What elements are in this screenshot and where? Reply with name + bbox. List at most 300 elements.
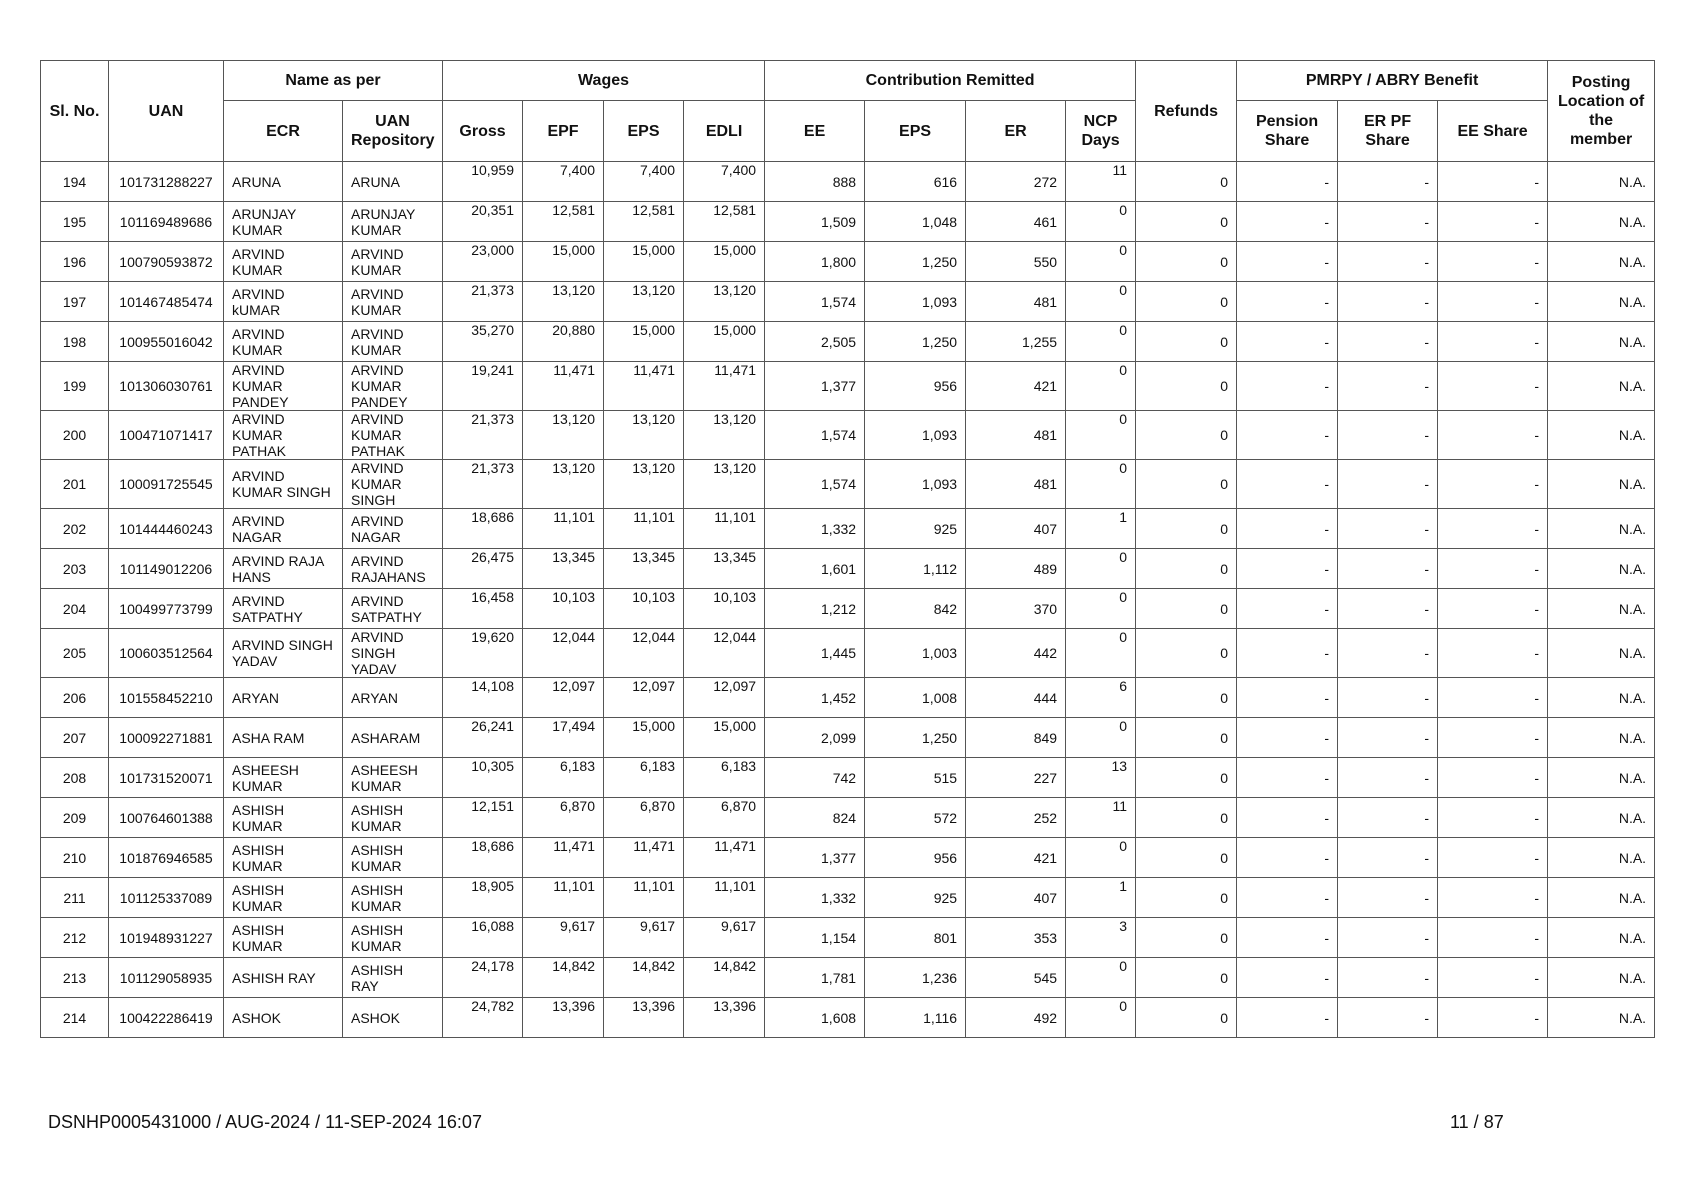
cell-eps: 13,120 xyxy=(604,460,684,509)
cell-ecr-name: ARVIND KUMAR PANDEY xyxy=(224,362,343,411)
cell-gross: 20,351 xyxy=(443,202,523,242)
cell-ncp-days: 0 xyxy=(1066,718,1136,758)
table-header xyxy=(41,61,1655,162)
table-row xyxy=(41,460,1655,509)
cell-eps-contribution: 1,093 xyxy=(865,460,966,509)
cell-posting-location: N.A. xyxy=(1548,322,1655,362)
table-row xyxy=(41,878,1655,918)
cell-ee-share: - xyxy=(1438,411,1548,460)
table-row xyxy=(41,998,1655,1038)
cell-gross: 21,373 xyxy=(443,282,523,322)
cell-gross: 21,373 xyxy=(443,411,523,460)
cell-epf: 11,101 xyxy=(523,878,604,918)
cell-uan-repository-name: ASHARAM xyxy=(343,718,443,758)
cell-uan-repository-name: ASHISH RAY xyxy=(343,958,443,998)
cell-pension-share: - xyxy=(1237,589,1338,629)
table-row xyxy=(41,282,1655,322)
cell-er: 545 xyxy=(966,958,1066,998)
col-edli: EDLI xyxy=(684,101,765,162)
cell-sl-no: 208 xyxy=(41,758,109,798)
cell-ee-share: - xyxy=(1438,549,1548,589)
cell-sl-no: 200 xyxy=(41,411,109,460)
cell-gross: 18,686 xyxy=(443,509,523,549)
col-eps: EPS xyxy=(604,101,684,162)
cell-uan: 101444460243 xyxy=(109,509,224,549)
cell-eps: 11,101 xyxy=(604,878,684,918)
cell-ee: 1,608 xyxy=(765,998,865,1038)
cell-ee-share: - xyxy=(1438,162,1548,202)
cell-eps-contribution: 1,116 xyxy=(865,998,966,1038)
cell-ncp-days: 0 xyxy=(1066,202,1136,242)
cell-eps: 15,000 xyxy=(604,718,684,758)
cell-uan-repository-name: ARUNJAY KUMAR xyxy=(343,202,443,242)
cell-posting-location: N.A. xyxy=(1548,411,1655,460)
cell-refunds: 0 xyxy=(1136,838,1237,878)
cell-eps-contribution: 1,112 xyxy=(865,549,966,589)
cell-er-pf-share: - xyxy=(1338,549,1438,589)
cell-er: 444 xyxy=(966,678,1066,718)
cell-pension-share: - xyxy=(1237,798,1338,838)
cell-eps-contribution: 572 xyxy=(865,798,966,838)
cell-eps-contribution: 1,250 xyxy=(865,322,966,362)
cell-eps-contribution: 956 xyxy=(865,838,966,878)
cell-sl-no: 210 xyxy=(41,838,109,878)
cell-eps: 13,396 xyxy=(604,998,684,1038)
cell-eps-contribution: 1,250 xyxy=(865,242,966,282)
table-row xyxy=(41,958,1655,998)
cell-uan: 100092271881 xyxy=(109,718,224,758)
cell-sl-no: 203 xyxy=(41,549,109,589)
cell-edli: 12,044 xyxy=(684,629,765,678)
cell-ee-share: - xyxy=(1438,998,1548,1038)
cell-ee: 824 xyxy=(765,798,865,838)
cell-ee-share: - xyxy=(1438,878,1548,918)
cell-ee-share: - xyxy=(1438,509,1548,549)
col-posting-location: Posting Location of the member xyxy=(1548,61,1655,162)
cell-pension-share: - xyxy=(1237,322,1338,362)
cell-ncp-days: 1 xyxy=(1066,509,1136,549)
cell-eps-contribution: 956 xyxy=(865,362,966,411)
cell-ecr-name: ARYAN xyxy=(224,678,343,718)
cell-uan-repository-name: ARVIND KUMAR PATHAK xyxy=(343,411,443,460)
cell-eps-contribution: 925 xyxy=(865,878,966,918)
cell-er-pf-share: - xyxy=(1338,798,1438,838)
cell-edli: 11,101 xyxy=(684,878,765,918)
cell-er: 1,255 xyxy=(966,322,1066,362)
cell-er-pf-share: - xyxy=(1338,878,1438,918)
cell-ee: 742 xyxy=(765,758,865,798)
cell-ecr-name: ARVIND NAGAR xyxy=(224,509,343,549)
group-wages: Wages xyxy=(443,61,765,101)
cell-uan: 101169489686 xyxy=(109,202,224,242)
cell-posting-location: N.A. xyxy=(1548,282,1655,322)
cell-uan: 101558452210 xyxy=(109,678,224,718)
cell-ee-share: - xyxy=(1438,958,1548,998)
cell-eps: 15,000 xyxy=(604,242,684,282)
col-ncp-days: NCP Days xyxy=(1066,101,1136,162)
cell-edli: 7,400 xyxy=(684,162,765,202)
cell-eps: 12,044 xyxy=(604,629,684,678)
cell-ee: 888 xyxy=(765,162,865,202)
cell-uan-repository-name: ARVIND NAGAR xyxy=(343,509,443,549)
cell-eps-contribution: 842 xyxy=(865,589,966,629)
cell-epf: 13,120 xyxy=(523,411,604,460)
cell-epf: 7,400 xyxy=(523,162,604,202)
cell-gross: 18,686 xyxy=(443,838,523,878)
cell-refunds: 0 xyxy=(1136,460,1237,509)
cell-epf: 13,396 xyxy=(523,998,604,1038)
cell-posting-location: N.A. xyxy=(1548,242,1655,282)
cell-ncp-days: 0 xyxy=(1066,282,1136,322)
cell-er: 481 xyxy=(966,460,1066,509)
cell-edli: 13,396 xyxy=(684,998,765,1038)
cell-ee-share: - xyxy=(1438,918,1548,958)
cell-refunds: 0 xyxy=(1136,718,1237,758)
cell-posting-location: N.A. xyxy=(1548,838,1655,878)
cell-er-pf-share: - xyxy=(1338,718,1438,758)
cell-er: 370 xyxy=(966,589,1066,629)
cell-er-pf-share: - xyxy=(1338,411,1438,460)
cell-er-pf-share: - xyxy=(1338,460,1438,509)
cell-epf: 10,103 xyxy=(523,589,604,629)
cell-sl-no: 197 xyxy=(41,282,109,322)
cell-er-pf-share: - xyxy=(1338,282,1438,322)
cell-er-pf-share: - xyxy=(1338,998,1438,1038)
cell-gross: 10,305 xyxy=(443,758,523,798)
cell-edli: 6,183 xyxy=(684,758,765,798)
col-uan-repository: UAN Repository xyxy=(343,101,443,162)
cell-refunds: 0 xyxy=(1136,958,1237,998)
cell-ee: 1,574 xyxy=(765,282,865,322)
cell-er: 353 xyxy=(966,918,1066,958)
cell-pension-share: - xyxy=(1237,998,1338,1038)
cell-uan-repository-name: ASHISH KUMAR xyxy=(343,878,443,918)
cell-edli: 13,120 xyxy=(684,411,765,460)
cell-edli: 15,000 xyxy=(684,718,765,758)
cell-ee-share: - xyxy=(1438,589,1548,629)
cell-uan: 101876946585 xyxy=(109,838,224,878)
cell-epf: 20,880 xyxy=(523,322,604,362)
cell-ncp-days: 0 xyxy=(1066,411,1136,460)
cell-er: 489 xyxy=(966,549,1066,589)
cell-uan-repository-name: ARVIND KUMAR xyxy=(343,282,443,322)
cell-ecr-name: ARVIND KUMAR xyxy=(224,242,343,282)
cell-uan-repository-name: ARVIND RAJAHANS xyxy=(343,549,443,589)
cell-refunds: 0 xyxy=(1136,629,1237,678)
cell-ecr-name: ARVIND RAJA HANS xyxy=(224,549,343,589)
cell-er-pf-share: - xyxy=(1338,918,1438,958)
cell-posting-location: N.A. xyxy=(1548,918,1655,958)
cell-ee: 1,154 xyxy=(765,918,865,958)
cell-gross: 26,475 xyxy=(443,549,523,589)
cell-refunds: 0 xyxy=(1136,162,1237,202)
cell-gross: 19,241 xyxy=(443,362,523,411)
cell-posting-location: N.A. xyxy=(1548,878,1655,918)
cell-ee-share: - xyxy=(1438,242,1548,282)
cell-eps: 15,000 xyxy=(604,322,684,362)
cell-ee: 1,509 xyxy=(765,202,865,242)
cell-eps: 11,471 xyxy=(604,362,684,411)
cell-epf: 14,842 xyxy=(523,958,604,998)
cell-edli: 11,471 xyxy=(684,838,765,878)
cell-eps-contribution: 1,236 xyxy=(865,958,966,998)
cell-epf: 13,120 xyxy=(523,282,604,322)
cell-eps: 7,400 xyxy=(604,162,684,202)
cell-sl-no: 211 xyxy=(41,878,109,918)
cell-er: 461 xyxy=(966,202,1066,242)
cell-sl-no: 207 xyxy=(41,718,109,758)
cell-er: 421 xyxy=(966,838,1066,878)
col-gross: Gross xyxy=(443,101,523,162)
table-row xyxy=(41,362,1655,411)
cell-er-pf-share: - xyxy=(1338,509,1438,549)
cell-epf: 13,345 xyxy=(523,549,604,589)
cell-uan-repository-name: ARVIND KUMAR SINGH xyxy=(343,460,443,509)
table-row xyxy=(41,718,1655,758)
cell-eps: 12,097 xyxy=(604,678,684,718)
cell-ecr-name: ASHISH KUMAR xyxy=(224,918,343,958)
cell-eps: 6,870 xyxy=(604,798,684,838)
cell-ee: 1,601 xyxy=(765,549,865,589)
cell-er-pf-share: - xyxy=(1338,758,1438,798)
cell-ecr-name: ARVIND KUMAR xyxy=(224,322,343,362)
cell-ee: 1,377 xyxy=(765,362,865,411)
cell-er-pf-share: - xyxy=(1338,242,1438,282)
cell-uan: 101731520071 xyxy=(109,758,224,798)
cell-eps-contribution: 801 xyxy=(865,918,966,958)
cell-refunds: 0 xyxy=(1136,678,1237,718)
cell-uan: 101129058935 xyxy=(109,958,224,998)
cell-gross: 26,241 xyxy=(443,718,523,758)
cell-uan: 100764601388 xyxy=(109,798,224,838)
cell-er: 407 xyxy=(966,878,1066,918)
col-epf: EPF xyxy=(523,101,604,162)
cell-posting-location: N.A. xyxy=(1548,798,1655,838)
cell-uan-repository-name: ARVIND KUMAR PANDEY xyxy=(343,362,443,411)
cell-uan-repository-name: ASHISH KUMAR xyxy=(343,798,443,838)
cell-sl-no: 212 xyxy=(41,918,109,958)
cell-ee-share: - xyxy=(1438,362,1548,411)
cell-ecr-name: ARVIND SINGH YADAV xyxy=(224,629,343,678)
cell-ee: 1,445 xyxy=(765,629,865,678)
cell-eps-contribution: 1,003 xyxy=(865,629,966,678)
col-refunds: Refunds xyxy=(1136,61,1237,162)
cell-gross: 18,905 xyxy=(443,878,523,918)
cell-uan: 100422286419 xyxy=(109,998,224,1038)
cell-ee: 1,212 xyxy=(765,589,865,629)
cell-gross: 16,088 xyxy=(443,918,523,958)
cell-er: 421 xyxy=(966,362,1066,411)
cell-pension-share: - xyxy=(1237,549,1338,589)
cell-posting-location: N.A. xyxy=(1548,202,1655,242)
col-ecr: ECR xyxy=(224,101,343,162)
cell-er-pf-share: - xyxy=(1338,322,1438,362)
cell-pension-share: - xyxy=(1237,758,1338,798)
cell-edli: 12,581 xyxy=(684,202,765,242)
cell-ecr-name: ASHISH KUMAR xyxy=(224,838,343,878)
cell-pension-share: - xyxy=(1237,362,1338,411)
cell-gross: 21,373 xyxy=(443,460,523,509)
cell-er: 442 xyxy=(966,629,1066,678)
cell-er: 550 xyxy=(966,242,1066,282)
cell-edli: 10,103 xyxy=(684,589,765,629)
cell-ee-share: - xyxy=(1438,718,1548,758)
group-benefit: PMRPY / ABRY Benefit xyxy=(1237,61,1548,101)
col-ee-share: EE Share xyxy=(1438,101,1548,162)
cell-sl-no: 198 xyxy=(41,322,109,362)
cell-ncp-days: 0 xyxy=(1066,242,1136,282)
cell-eps-contribution: 1,250 xyxy=(865,718,966,758)
cell-ee: 1,800 xyxy=(765,242,865,282)
cell-ecr-name: ARVIND KUMAR SINGH xyxy=(224,460,343,509)
cell-ee: 2,099 xyxy=(765,718,865,758)
cell-epf: 13,120 xyxy=(523,460,604,509)
cell-pension-share: - xyxy=(1237,878,1338,918)
cell-er: 252 xyxy=(966,798,1066,838)
cell-uan: 100091725545 xyxy=(109,460,224,509)
cell-pension-share: - xyxy=(1237,162,1338,202)
cell-gross: 24,178 xyxy=(443,958,523,998)
cell-uan: 100603512564 xyxy=(109,629,224,678)
cell-edli: 11,471 xyxy=(684,362,765,411)
col-eps-contribution: EPS xyxy=(865,101,966,162)
cell-edli: 11,101 xyxy=(684,509,765,549)
cell-ee-share: - xyxy=(1438,202,1548,242)
cell-posting-location: N.A. xyxy=(1548,958,1655,998)
cell-ncp-days: 6 xyxy=(1066,678,1136,718)
cell-posting-location: N.A. xyxy=(1548,589,1655,629)
cell-sl-no: 205 xyxy=(41,629,109,678)
cell-ecr-name: ASHEESH KUMAR xyxy=(224,758,343,798)
cell-ee: 1,332 xyxy=(765,878,865,918)
cell-pension-share: - xyxy=(1237,242,1338,282)
cell-epf: 12,044 xyxy=(523,629,604,678)
cell-sl-no: 199 xyxy=(41,362,109,411)
cell-sl-no: 195 xyxy=(41,202,109,242)
cell-edli: 13,120 xyxy=(684,460,765,509)
cell-eps: 11,101 xyxy=(604,509,684,549)
cell-refunds: 0 xyxy=(1136,411,1237,460)
cell-uan: 100955016042 xyxy=(109,322,224,362)
cell-pension-share: - xyxy=(1237,460,1338,509)
page-number: 11 / 87 xyxy=(1450,1112,1504,1132)
table-row xyxy=(41,629,1655,678)
table-row xyxy=(41,242,1655,282)
cell-ecr-name: ASHOK xyxy=(224,998,343,1038)
cell-er: 481 xyxy=(966,411,1066,460)
cell-er-pf-share: - xyxy=(1338,678,1438,718)
cell-ncp-days: 13 xyxy=(1066,758,1136,798)
cell-pension-share: - xyxy=(1237,838,1338,878)
cell-posting-location: N.A. xyxy=(1548,758,1655,798)
cell-er-pf-share: - xyxy=(1338,958,1438,998)
cell-gross: 35,270 xyxy=(443,322,523,362)
cell-sl-no: 202 xyxy=(41,509,109,549)
col-sl-no: Sl. No. xyxy=(41,61,109,162)
cell-uan-repository-name: ARYAN xyxy=(343,678,443,718)
group-contribution-remitted: Contribution Remitted xyxy=(765,61,1136,101)
cell-ee: 1,332 xyxy=(765,509,865,549)
cell-er: 481 xyxy=(966,282,1066,322)
cell-sl-no: 214 xyxy=(41,998,109,1038)
cell-gross: 24,782 xyxy=(443,998,523,1038)
cell-pension-share: - xyxy=(1237,958,1338,998)
cell-pension-share: - xyxy=(1237,918,1338,958)
col-er: ER xyxy=(966,101,1066,162)
cell-ncp-days: 0 xyxy=(1066,322,1136,362)
cell-uan: 101149012206 xyxy=(109,549,224,589)
cell-ee-share: - xyxy=(1438,758,1548,798)
cell-uan-repository-name: ARVIND SATPATHY xyxy=(343,589,443,629)
cell-gross: 14,108 xyxy=(443,678,523,718)
cell-uan: 101125337089 xyxy=(109,878,224,918)
cell-ncp-days: 1 xyxy=(1066,878,1136,918)
cell-edli: 15,000 xyxy=(684,322,765,362)
cell-ecr-name: ASHISH RAY xyxy=(224,958,343,998)
cell-er: 272 xyxy=(966,162,1066,202)
table-row xyxy=(41,918,1655,958)
cell-ecr-name: ARVIND KUMAR PATHAK xyxy=(224,411,343,460)
cell-epf: 17,494 xyxy=(523,718,604,758)
table-row xyxy=(41,758,1655,798)
table-row xyxy=(41,798,1655,838)
cell-epf: 6,870 xyxy=(523,798,604,838)
cell-er-pf-share: - xyxy=(1338,629,1438,678)
table-row xyxy=(41,202,1655,242)
table-row xyxy=(41,678,1655,718)
cell-er: 227 xyxy=(966,758,1066,798)
cell-ee: 2,505 xyxy=(765,322,865,362)
cell-refunds: 0 xyxy=(1136,918,1237,958)
cell-edli: 12,097 xyxy=(684,678,765,718)
cell-gross: 16,458 xyxy=(443,589,523,629)
cell-posting-location: N.A. xyxy=(1548,718,1655,758)
table-row xyxy=(41,509,1655,549)
cell-er-pf-share: - xyxy=(1338,162,1438,202)
table-row xyxy=(41,838,1655,878)
table-row xyxy=(41,589,1655,629)
cell-er-pf-share: - xyxy=(1338,838,1438,878)
table-row xyxy=(41,549,1655,589)
cell-refunds: 0 xyxy=(1136,758,1237,798)
cell-edli: 15,000 xyxy=(684,242,765,282)
cell-uan: 101306030761 xyxy=(109,362,224,411)
cell-ncp-days: 11 xyxy=(1066,162,1136,202)
cell-ee: 1,377 xyxy=(765,838,865,878)
col-ee: EE xyxy=(765,101,865,162)
cell-sl-no: 213 xyxy=(41,958,109,998)
cell-uan-repository-name: ASHOK xyxy=(343,998,443,1038)
cell-uan: 101731288227 xyxy=(109,162,224,202)
cell-epf: 15,000 xyxy=(523,242,604,282)
cell-ee-share: - xyxy=(1438,460,1548,509)
cell-eps: 11,471 xyxy=(604,838,684,878)
cell-edli: 13,345 xyxy=(684,549,765,589)
cell-er: 492 xyxy=(966,998,1066,1038)
cell-ee-share: - xyxy=(1438,838,1548,878)
cell-ecr-name: ARVIND kUMAR xyxy=(224,282,343,322)
cell-ecr-name: ARVIND SATPATHY xyxy=(224,589,343,629)
cell-eps-contribution: 1,008 xyxy=(865,678,966,718)
cell-posting-location: N.A. xyxy=(1548,629,1655,678)
cell-refunds: 0 xyxy=(1136,589,1237,629)
cell-uan-repository-name: ASHISH KUMAR xyxy=(343,918,443,958)
cell-uan-repository-name: ASHISH KUMAR xyxy=(343,838,443,878)
cell-refunds: 0 xyxy=(1136,509,1237,549)
cell-gross: 23,000 xyxy=(443,242,523,282)
col-uan: UAN xyxy=(109,61,224,162)
cell-eps: 9,617 xyxy=(604,918,684,958)
